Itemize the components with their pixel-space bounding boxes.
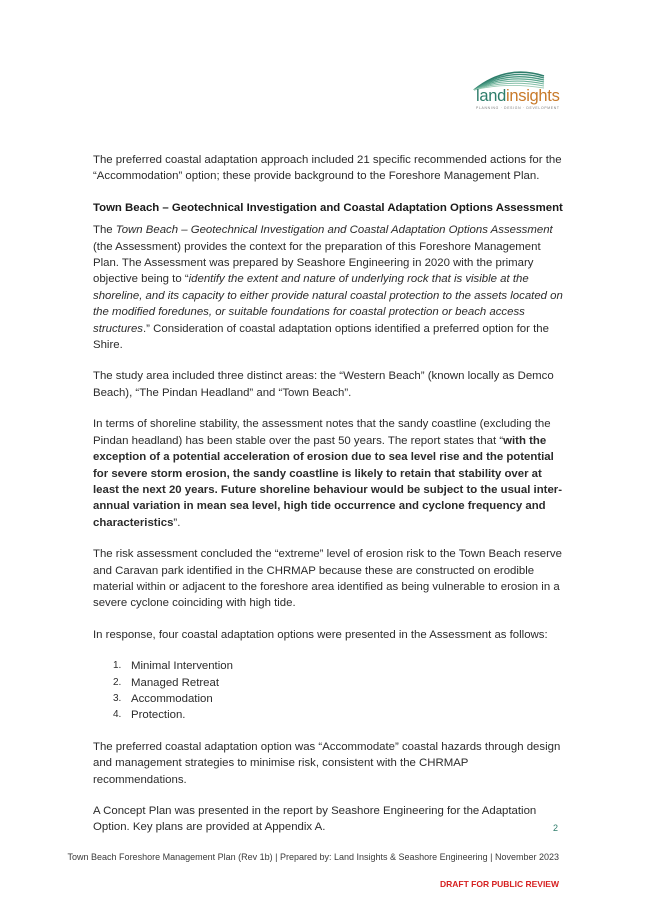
list-label: Accommodation xyxy=(131,692,213,705)
list-number: 4. xyxy=(113,709,122,721)
list-item xyxy=(93,691,563,707)
land-insights-logo xyxy=(460,66,565,118)
list-label: Managed Retreat xyxy=(131,676,220,689)
risk-paragraph: The risk assessment concluded the “extreme” level of erosion risk to the Town Beach reserve and Caravan park identified in the CHRMAP because these are constructed on erodible material within or adjacent to the foreshore area identified as being vulnerable to erosion in a severe cyclone coinciding with high tide. xyxy=(93,548,562,610)
draft-label: DRAFT FOR PUBLIC REVIEW xyxy=(440,879,559,889)
concept-plan-paragraph: A Concept Plan was presented in the report by Seashore Engineering for the Adaptation Option. Key plans are provided at Appendix A. xyxy=(93,805,537,834)
bold-quote: with the exception of a potential acceleration of erosion due to sea level rise and the potential for severe storm erosion, the sandy coastline is likely to retain that stability over at least the next 20 years. Future shoreline behaviour would be subject to the usual inter-annual variation in mean sea level, high tide occurrence and cyclone frequency and characteristics xyxy=(93,434,563,529)
text-run: In terms of shoreline stability, the assessment notes that the sandy coastline (excluding the Pindan headland) has been stable over the past 50 years. The report states that “ xyxy=(93,418,551,447)
logo-insights-text: insights xyxy=(506,87,560,105)
list-label: Minimal Intervention xyxy=(131,660,233,673)
list-number: 2. xyxy=(113,676,122,688)
list-item xyxy=(93,658,563,674)
options-list xyxy=(93,658,563,724)
list-number: 3. xyxy=(113,692,122,704)
intro-paragraph: The preferred coastal adaptation approach included 21 specific recommended actions for the “Accommodation” option; these provide background to the Foreshore Management Plan. xyxy=(93,154,562,183)
page-number: 2 xyxy=(553,823,559,833)
logo-wordmark xyxy=(476,86,560,106)
assessment-paragraph xyxy=(93,222,563,353)
page-footer: Town Beach Foreshore Management Plan (Rev 1b) | Prepared by: Land Insights & Seashore Engineering | November 2023 xyxy=(67,852,559,862)
logo-tagline: PLANNING · DESIGN · DEVELOPMENT xyxy=(476,106,560,110)
italic-quote: identify the extent and nature of underlying rock that is visible at the shoreline, and its capacity to either provide natural coastal protection to the assets located on the modified foredunes, or suitable foundations for coastal protection or beach access structures xyxy=(93,273,563,335)
section-heading: Town Beach – Geotechnical Investigation and Coastal Adaptation Options Assessment xyxy=(93,201,563,214)
options-intro-paragraph: In response, four coastal adaptation options were presented in the Assessment as follows: xyxy=(93,628,548,641)
list-item xyxy=(93,675,563,691)
document-body xyxy=(93,152,563,851)
text-run: .” Consideration of coastal adaptation options identified a preferred option for the Shire. xyxy=(93,322,549,352)
study-area-paragraph: The study area included three distinct areas: the “Western Beach” (known locally as Demco Beach), “The Pindan Headland” and “Town Beach”. xyxy=(93,370,554,399)
text-run: (the Assessment) provides the context for the preparation of this Foreshore Management Plan. The Assessment was prepared by Seashore Engineering in 2020 with the primary objective being to “ xyxy=(93,240,541,286)
text-run: ”. xyxy=(173,516,181,529)
italic-run: Town Beach – Geotechnical Investigation and Coastal Adaptation Options Assessment xyxy=(115,224,553,237)
logo-land-text: land xyxy=(476,87,506,105)
text-run: The xyxy=(93,224,116,237)
list-item xyxy=(93,707,563,723)
shoreline-stability-paragraph xyxy=(93,416,563,531)
list-label: Protection. xyxy=(131,709,186,722)
preferred-option-paragraph: The preferred coastal adaptation option was “Accommodate” coastal hazards through design and management strategies to minimise risk, consistent with the CHRMAP recommendations. xyxy=(93,740,561,786)
list-number: 1. xyxy=(113,660,122,672)
